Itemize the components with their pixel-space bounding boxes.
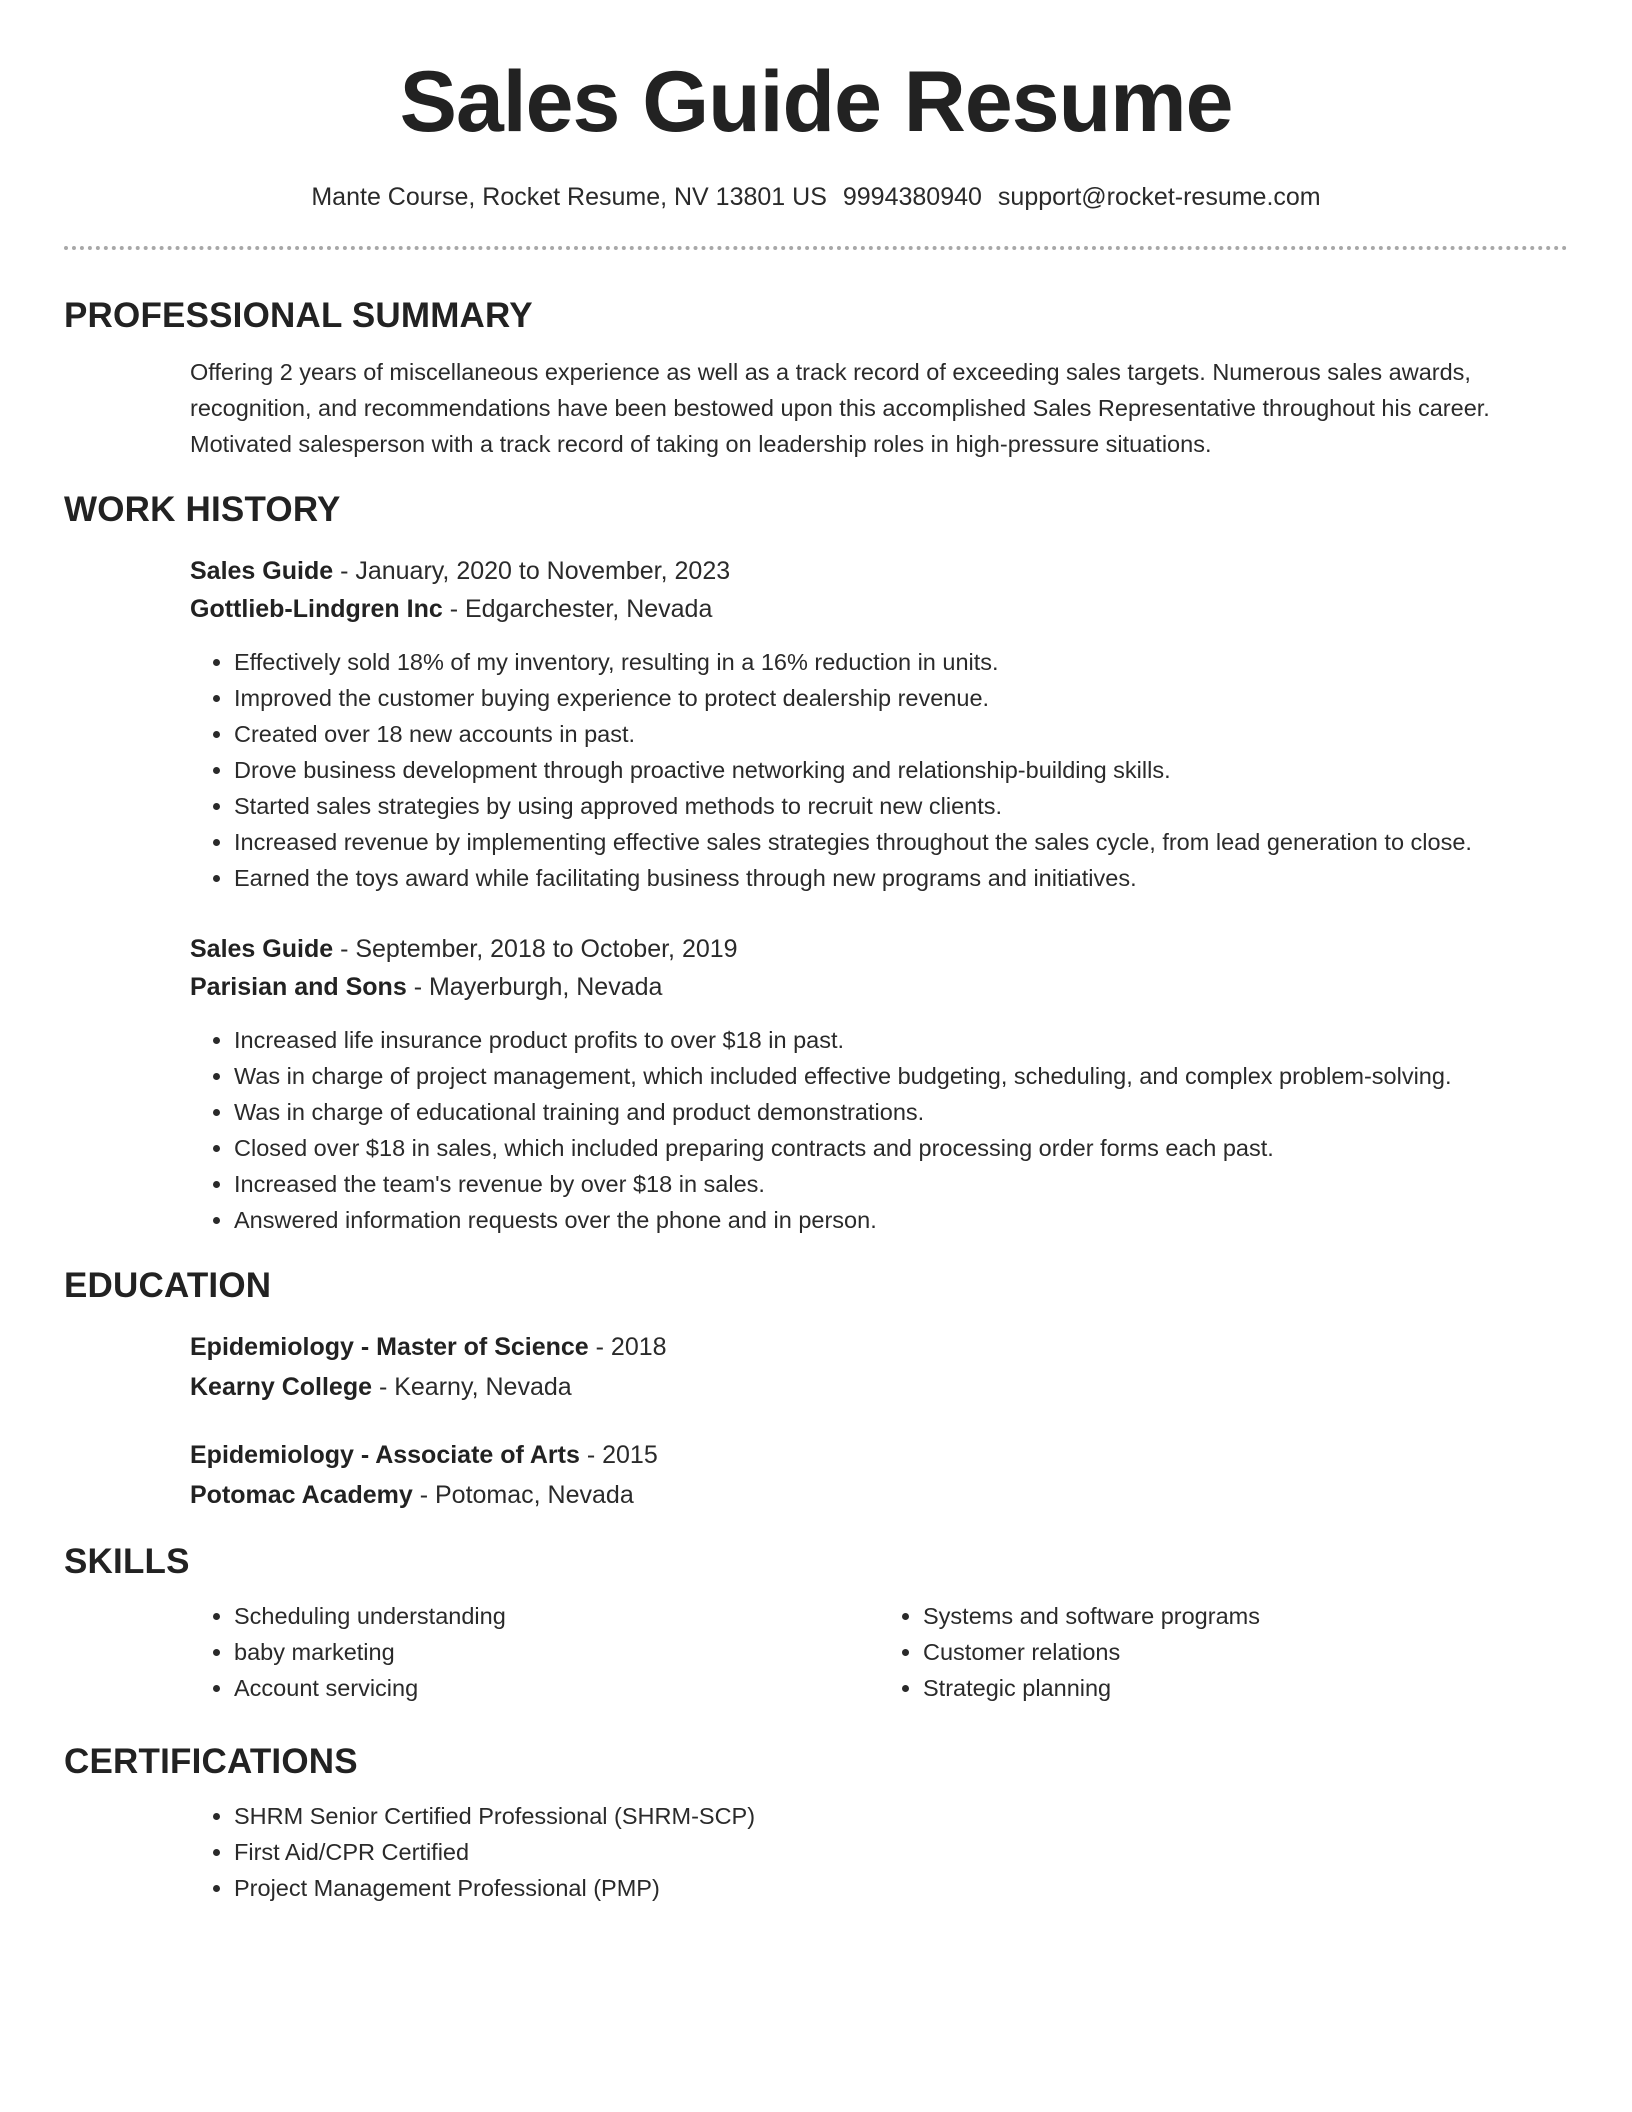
section-title-certifications: CERTIFICATIONS — [64, 1742, 358, 1781]
certification-item: • Project Management Professional (PMP) — [234, 1870, 1568, 1906]
job-dates: - September, 2018 to October, 2019 — [333, 935, 738, 963]
summary-text: Offering 2 years of miscellaneous experience as well as a track record of exceeding sales targets. Numerous sales awards, recognition, and recommendations have been bestowed upon this accomplished Sales Representative throughout his career. Motivated salesperson with a track record of taking on leadership roles in high-pressure situations. — [190, 359, 1490, 457]
education-degree-line — [190, 1328, 1568, 1366]
section-title-work: WORK HISTORY — [64, 490, 341, 529]
job-company: Gottlieb-Lindgren Inc — [190, 595, 443, 623]
skills-block — [190, 1598, 1568, 1706]
job-location: - Edgarchester, Nevada — [442, 595, 713, 623]
education-location: - Kearny, Nevada — [372, 1373, 572, 1401]
job-company: Parisian and Sons — [190, 973, 407, 1001]
skill-item: • baby marketing — [234, 1634, 879, 1670]
education-year: - 2015 — [579, 1441, 658, 1469]
job-role: Sales Guide — [190, 557, 334, 585]
education-entry — [190, 1436, 1568, 1514]
contact-line — [64, 180, 1568, 214]
contact-phone: 9994380940 — [842, 183, 982, 211]
list-item: • Drove business development through proactive networking and relationship-building skills. — [234, 752, 1568, 788]
education-degree-line — [190, 1436, 1568, 1474]
job-dates: - January, 2020 to November, 2023 — [333, 557, 731, 585]
list-item: • Answered information requests over the phone and in person. — [234, 1202, 1568, 1238]
skill-item: • Account servicing — [234, 1670, 879, 1706]
job-role-line — [190, 552, 1568, 590]
education-degree: Epidemiology - Master of Science — [190, 1333, 589, 1361]
list-item: • Increased the team's revenue by over $18 in sales. — [234, 1166, 1568, 1202]
job-company-line — [190, 590, 1568, 628]
job-bullets — [190, 644, 1568, 896]
job-entry — [190, 930, 1568, 1006]
contact-address: Mante Course, Rocket Resume, NV 13801 US — [311, 183, 827, 211]
education-school: Kearny College — [190, 1373, 373, 1401]
job-role: Sales Guide — [190, 935, 334, 963]
education-school-line — [190, 1368, 1568, 1406]
list-item: • Increased life insurance product profits to over $18 in past. — [234, 1022, 1568, 1058]
education-school: Potomac Academy — [190, 1481, 413, 1509]
list-item: • Increased revenue by implementing effective sales strategies throughout the sales cycle, from lead generation to close. — [234, 824, 1568, 860]
resume-title: Sales Guide Resume — [399, 54, 1233, 150]
skills-list-left — [190, 1598, 879, 1706]
list-item: • Improved the customer buying experience to protect dealership revenue. — [234, 680, 1568, 716]
list-item: • Effectively sold 18% of my inventory, resulting in a 16% reduction in units. — [234, 644, 1568, 680]
job-company-line — [190, 968, 1568, 1006]
skill-item: • Strategic planning — [923, 1670, 1568, 1706]
list-item: • Was in charge of project management, which included effective budgeting, scheduling, and complex problem-solving. — [234, 1058, 1568, 1094]
skills-list-right — [879, 1598, 1568, 1706]
section-title-summary: PROFESSIONAL SUMMARY — [64, 296, 533, 335]
skill-item: • Customer relations — [923, 1634, 1568, 1670]
section-title-skills: SKILLS — [64, 1542, 190, 1581]
summary-block — [190, 354, 1568, 462]
education-entry — [190, 1328, 1568, 1406]
education-year: - 2018 — [588, 1333, 667, 1361]
list-item: • Created over 18 new accounts in past. — [234, 716, 1568, 752]
contact-email: support@rocket-resume.com — [997, 183, 1321, 211]
education-school-line — [190, 1476, 1568, 1514]
job-bullets — [190, 1022, 1568, 1238]
list-item: • Closed over $18 in sales, which included preparing contracts and processing order forms each past. — [234, 1130, 1568, 1166]
certifications-list — [190, 1798, 1568, 1906]
job-role-line — [190, 930, 1568, 968]
skill-item: • Systems and software programs — [923, 1598, 1568, 1634]
certification-item: • SHRM Senior Certified Professional (SHRM-SCP) — [234, 1798, 1568, 1834]
education-location: - Potomac, Nevada — [412, 1481, 634, 1509]
header-divider — [64, 246, 1568, 250]
skill-item: • Scheduling understanding — [234, 1598, 879, 1634]
section-title-education: EDUCATION — [64, 1266, 272, 1305]
list-item: • Was in charge of educational training and product demonstrations. — [234, 1094, 1568, 1130]
certification-item: • First Aid/CPR Certified — [234, 1834, 1568, 1870]
list-item: • Earned the toys award while facilitating business through new programs and initiatives. — [234, 860, 1568, 896]
education-degree: Epidemiology - Associate of Arts — [190, 1441, 580, 1469]
job-entry — [190, 552, 1568, 628]
resume-page — [64, 0, 1568, 1906]
job-location: - Mayerburgh, Nevada — [406, 973, 663, 1001]
list-item: • Started sales strategies by using approved methods to recruit new clients. — [234, 788, 1568, 824]
